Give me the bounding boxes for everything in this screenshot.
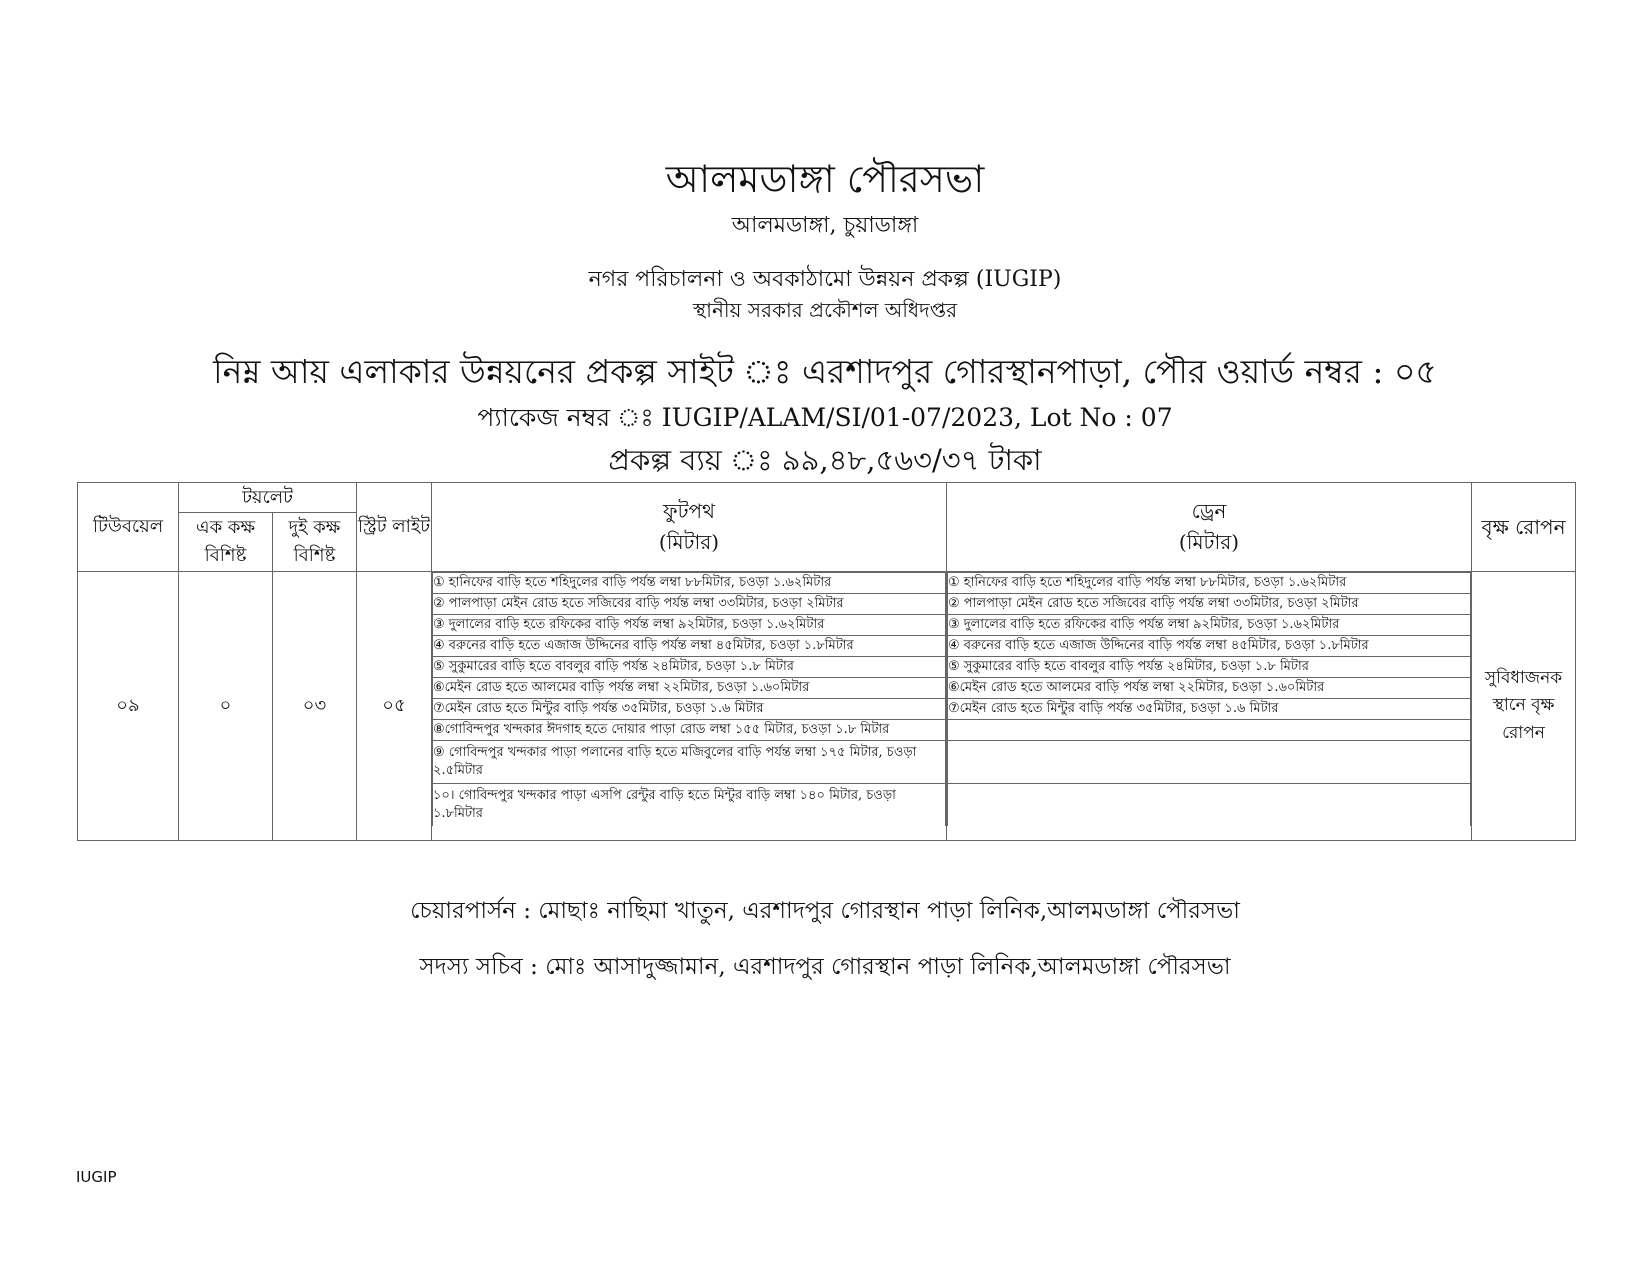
footpath-item: ১০। গোবিন্দপুর খন্দকার পাড়া এসপি রেন্টুর বাড়ি হতে মিন্টুর বাড়ি লম্বা ১৪০ মিটার, চওড়া ১.৮মিটার	[433, 784, 946, 827]
project-cost: প্রকল্প ব্যয় ঃ ৯৯,৪৮,৫৬৩/৩৭ টাকা	[608, 443, 1042, 477]
drain-item: ① হানিফের বাড়ি হতে শহিদুলের বাড়ি পর্যন্ত লম্বা ৮৮মিটার, চওড়া ১.৬২মিটার	[948, 573, 1471, 594]
footpath-item: ③ দুলালের বাড়ি হতে রফিকের বাড়ি পর্যন্ত লম্বা ৯২মিটার, চওড়া ১.৬২মিটার	[433, 615, 946, 636]
footpath-item: ⑧গোবিন্দপুর খন্দকার ঈদগাহ হতে দোয়ার পাড়া রোড লম্বা ১৫৫ মিটার, চওড়া ১.৮ মিটার	[433, 720, 946, 741]
drain-item: ⑥মেইন রোড হতে আলমের বাড়ি পর্যন্ত লম্বা ২২মিটার, চওড়া ১.৬০মিটার	[948, 678, 1471, 699]
secretary-line: সদস্য সচিব : মোঃ আসাদুজ্জামান, এরশাদপুর গোরস্থান পাড়া লিনিক,আলমডাঙ্গা পৌরসভা	[419, 954, 1231, 980]
drain-item: ⑦মেইন রোড হতে মিন্টুর বাড়ি পর্যন্ত ৩৫মিটার, চওড়া ১.৬ মিটার	[948, 699, 1471, 720]
works-table	[77, 482, 1576, 841]
drain-item: ② পালপাড়া মেইন রোড হতে সজিবের বাড়ি পর্যন্ত লম্বা ৩৩মিটার, চওড়া ২মিটার	[948, 594, 1471, 615]
footpath-item: ⑦মেইন রোড হতে মিন্টুর বাড়ি পর্যন্ত ৩৫মিটার, চওড়া ১.৬ মিটার	[433, 699, 946, 720]
footpath-item: ⑨ গোবিন্দপুর খন্দকার পাড়া পলানের বাড়ি হতে মজিবুলের বাড়ি পর্যন্ত লম্বা ১৭৫ মিটার, চওড়া ২.৫মিটার	[433, 741, 946, 784]
drain-label: ড্রেন	[1191, 499, 1227, 523]
package-number: প্যাকেজ নম্বর ঃ IUGIP/ALAM/SI/01-07/2023, Lot No : 07	[477, 403, 1173, 432]
drain-list	[947, 572, 1472, 841]
header-streetlight: স্ট্রিট লাইট	[357, 483, 432, 572]
footpath-label: ফুটপথ	[662, 499, 716, 523]
header-toilet-one-room: এক কক্ষ বিশিষ্ট	[179, 513, 273, 572]
header-toilet-two-room: দুই কক্ষ বিশিষ্ট	[273, 513, 357, 572]
municipality-title: আলমডাঙ্গা পৌরসভা	[665, 157, 985, 201]
streetlight-count: ০৫	[357, 572, 432, 841]
footpath-item: ② পালপাড়া মেইন রোড হতে সজিবের বাড়ি পর্যন্ত লম্বা ৩৩মিটার, চওড়া ২মিটার	[433, 594, 946, 615]
toilet-two-count: ০৩	[273, 572, 357, 841]
toilet-one-count: ০	[179, 572, 273, 841]
drain-item: ④ বরুনের বাড়ি হতে এজাজ উদ্দিনের বাড়ি পর্যন্ত লম্বা ৪৫মিটার, চওড়া ১.৮মিটার	[948, 636, 1471, 657]
footpath-item: ⑥মেইন রোড হতে আলমের বাড়ি পর্যন্ত লম্বা ২২মিটার, চওড়া ১.৬০মিটার	[433, 678, 946, 699]
header-tree: বৃক্ষ রোপন	[1472, 483, 1576, 572]
chairperson-line: চেয়ারপার্সন : মোছাঃ নাছিমা খাতুন, এরশাদপুর গোরস্থান পাড়া লিনিক,আলমডাঙ্গা পৌরসভা	[410, 898, 1240, 924]
footpath-item: ① হানিফের বাড়ি হতে শহিদুলের বাড়ি পর্যন্ত লম্বা ৮৮মিটার, চওড়া ১.৬২মিটার	[433, 573, 946, 594]
drain-item	[948, 741, 1471, 784]
tree-plantation-note: সুবিধাজনক স্থানে বৃক্ষ রোপন	[1472, 572, 1576, 841]
footpath-item: ⑤ সুকুমারের বাড়ি হতে বাবলুর বাড়ি পর্যন্ত ২৪মিটার, চওড়া ১.৮ মিটার	[433, 657, 946, 678]
header-drain	[947, 483, 1472, 572]
footpath-unit: (মিটার)	[658, 530, 720, 554]
department-name: স্থানীয় সরকার প্রকৌশল অধিদপ্তর	[692, 298, 958, 322]
project-name: নগর পরিচালনা ও অবকাঠামো উন্নয়ন প্রকল্প (IUGIP)	[588, 267, 1062, 292]
header-toilet: টয়লেট	[179, 483, 357, 513]
footpath-item: ④ বরুনের বাড়ি হতে এজাজ উদ্দিনের বাড়ি পর্যন্ত লম্বা ৪৫মিটার, চওড়া ১.৮মিটার	[433, 636, 946, 657]
header-footpath	[432, 483, 947, 572]
footer-label: IUGIP	[76, 1168, 117, 1186]
location-subtitle: আলমডাঙ্গা, চুয়াডাঙ্গা	[731, 213, 919, 238]
drain-unit: (মিটার)	[1178, 530, 1240, 554]
site-title: নিম্ন আয় এলাকার উন্নয়নের প্রকল্প সাইট ঃ এরশাদপুর গোরস্থানপাড়া, পৌর ওয়ার্ড নম্বর : ০৫	[213, 352, 1437, 391]
header-tubewell: টিউবয়েল	[78, 483, 179, 572]
drain-item	[948, 784, 1471, 827]
footpath-list	[432, 572, 947, 841]
tubewell-count: ০৯	[78, 572, 179, 841]
drain-item: ⑤ সুকুমারের বাড়ি হতে বাবলুর বাড়ি পর্যন্ত ২৪মিটার, চওড়া ১.৮ মিটার	[948, 657, 1471, 678]
drain-item: ③ দুলালের বাড়ি হতে রফিকের বাড়ি পর্যন্ত লম্বা ৯২মিটার, চওড়া ১.৬২মিটার	[948, 615, 1471, 636]
drain-item	[948, 720, 1471, 741]
